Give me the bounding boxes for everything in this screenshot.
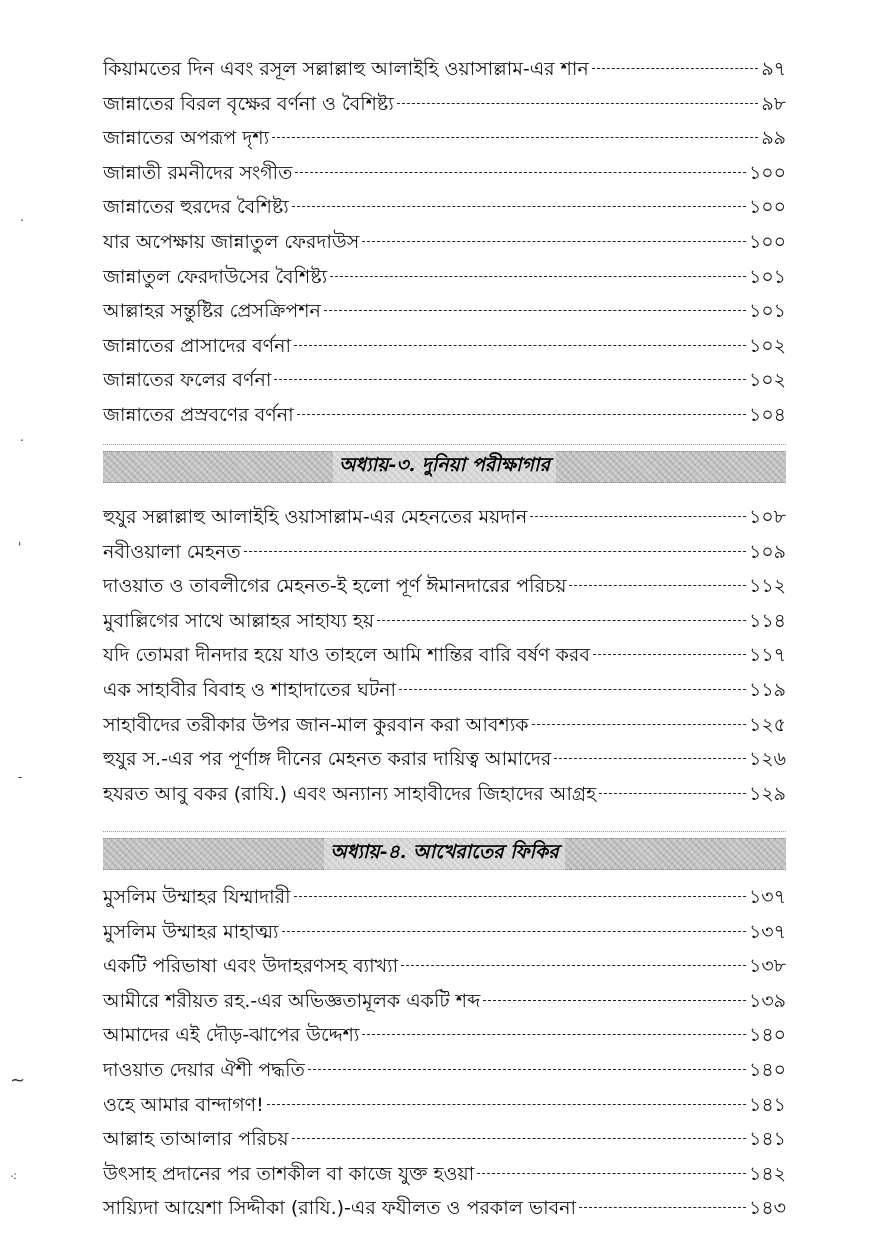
toc-page-number: ১৩৭ xyxy=(748,886,786,908)
toc-entry xyxy=(103,1122,786,1157)
toc-entry-title: হুযুর সল্লাল্লাহু আলাইহি ওয়াসাল্লাম-এর মেহনতের ময়দান xyxy=(103,506,528,528)
toc-dash-leader xyxy=(399,689,746,690)
toc-entry-title: জান্নাতের বিরল বৃক্ষের বর্ণনা ও বৈশিষ্ট্য xyxy=(103,92,394,115)
toc-entry xyxy=(103,673,786,708)
toc-entry xyxy=(103,604,786,639)
toc-dash-leader xyxy=(554,758,746,759)
toc-entry-title: উৎসাহ প্রদানের পর তাশকীল বা কাজে যুক্ত হওয়া xyxy=(103,1162,475,1185)
toc-dash-leader xyxy=(599,793,746,794)
toc-entry-title: জান্নাতের প্রস্রবণের বর্ণনা xyxy=(103,403,294,426)
toc-dash-leader xyxy=(592,68,759,69)
toc-dash-leader xyxy=(397,103,759,104)
toc-dash-leader xyxy=(292,1138,746,1139)
toc-section-1 xyxy=(103,52,786,433)
toc-entry xyxy=(103,1088,786,1123)
toc-entry-title: দাওয়াত দেয়ার ঐশী পদ্ধতি xyxy=(103,1058,305,1081)
toc-page-number: ১০০ xyxy=(748,161,786,184)
toc-dash-leader xyxy=(330,276,746,277)
toc-page-number: ১২৯ xyxy=(748,782,786,805)
toc-entry-title: আমাদের এই দৌড়-ঝাপের উদ্দেশ্য xyxy=(103,1024,360,1047)
scan-speck: . xyxy=(20,210,24,224)
toc-dash-leader xyxy=(294,896,746,897)
toc-entry xyxy=(103,984,786,1019)
toc-dash-leader xyxy=(477,1173,746,1174)
toc-dash-leader xyxy=(579,1207,746,1208)
toc-entry xyxy=(103,190,786,225)
toc-entry-title: যার অপেক্ষায় জান্নাতুল ফেরদাউস xyxy=(103,230,360,253)
toc-page-number: ১৩৮ xyxy=(748,955,786,978)
toc-dash-leader xyxy=(267,1104,746,1105)
toc-page-number: ৯৮ xyxy=(761,92,786,115)
toc-section-3 xyxy=(103,880,786,1226)
toc-entry-title: জান্নাতী রমনীদের সংগীত xyxy=(103,161,293,184)
toc-entry-title: হুযুর স.-এর পর পূর্ণাঙ্গ দীনের মেহনত করার দায়িত্ব আমাদের xyxy=(103,748,552,771)
toc-dash-leader xyxy=(282,931,746,932)
toc-entry xyxy=(103,156,786,191)
toc-entry-title: নবীওয়ালা মেহনত xyxy=(103,540,241,563)
toc-entry-title: ওহে আমার বান্দাগণ! xyxy=(103,1093,264,1116)
toc-entry xyxy=(103,1157,786,1192)
toc-section-2 xyxy=(103,500,786,811)
toc-entry-title: আল্লাহর সন্তুষ্টির প্রেসক্রিপশন xyxy=(103,300,321,323)
toc-entry-title: জান্নাতের অপরূপ দৃশ্য xyxy=(103,127,270,150)
toc-page-number: ১২৬ xyxy=(748,748,786,771)
toc-entry xyxy=(103,915,786,950)
toc-page-number: ১০০ xyxy=(748,230,786,253)
toc-dash-leader xyxy=(362,1034,746,1035)
toc-entry xyxy=(103,638,786,673)
chapter-title: অধ্যায়-৪. আখেরাতের ফিকির xyxy=(324,838,564,870)
toc-dash-leader xyxy=(532,724,746,725)
toc-entry xyxy=(103,260,786,295)
toc-entry-title: হযরত আবু বকর (রাযি.) এবং অন্যান্য সাহাবীদের জিহাদের আগ্রহ xyxy=(103,782,597,805)
toc-page-number: ১০২ xyxy=(748,334,786,357)
toc-page-number: ১৪২ xyxy=(748,1162,786,1185)
toc-entry xyxy=(103,329,786,364)
toc-entry xyxy=(103,500,786,535)
toc-entry-title: জান্নাতের ফলের বর্ণনা xyxy=(103,369,272,392)
toc-page-number: ১০২ xyxy=(748,369,786,392)
toc-page-number: ৯৭ xyxy=(761,58,786,80)
toc-dash-leader xyxy=(274,379,746,380)
toc-dash-leader xyxy=(295,172,746,173)
toc-page-number: ১১২ xyxy=(748,575,786,598)
toc-page-number: ১৪৩ xyxy=(748,1197,786,1220)
toc-entry-title: একটি পরিভাষা এবং উদাহরণসহ ব্যাখ্যা xyxy=(103,955,399,978)
toc-page-number: ১০৯ xyxy=(748,540,786,563)
toc-page-number: ১৪১ xyxy=(749,1093,786,1116)
toc-entry xyxy=(103,225,786,260)
toc-entry xyxy=(103,52,786,87)
toc-dash-leader xyxy=(593,654,746,655)
toc-page-number: ১১৪ xyxy=(749,609,786,632)
toc-entry-title: মুসলিম উম্মাহর মাহাত্ম্য xyxy=(103,920,279,943)
toc-entry xyxy=(103,569,786,604)
scan-speck: ~ xyxy=(10,1070,26,1091)
toc-entry-title: জান্নাতের হুরদের বৈশিষ্ট্য xyxy=(103,196,289,219)
scan-speck: - xyxy=(18,770,23,784)
scan-speck: ' xyxy=(18,540,22,554)
toc-entry xyxy=(103,121,786,156)
toc-page-number: ১২৫ xyxy=(748,713,786,736)
toc-entry xyxy=(103,742,786,777)
toc-entry xyxy=(103,363,786,398)
toc-entry-title: আমীরে শরীয়ত রহ.-এর অভিজ্ঞতামূলক একটি শব্দ xyxy=(103,989,481,1012)
toc-dash-leader xyxy=(272,137,758,138)
toc-page-number: ৯৯ xyxy=(761,127,786,150)
toc-dash-leader xyxy=(297,414,746,415)
toc-entry xyxy=(103,398,786,433)
toc-dash-leader xyxy=(308,1069,746,1070)
toc-entry xyxy=(103,1191,786,1226)
toc-dash-leader xyxy=(569,585,746,586)
toc-entry xyxy=(103,535,786,570)
toc-entry-title: দাওয়াত ও তাবলীগের মেহনত-ই হলো পূর্ণ ঈমানদারের পরিচয় xyxy=(103,575,567,598)
toc-dash-leader xyxy=(324,310,746,311)
toc-entry-title: মুসলিম উম্মাহর যিম্মাদারী xyxy=(103,886,291,908)
toc-page-number: ১৪০ xyxy=(748,1058,786,1081)
toc-entry-title: সায়্যিদা আয়েশা সিদ্দীকা (রাযি.)-এর ফযীলত ও পরকাল ভাবনা xyxy=(103,1197,577,1220)
toc-page-number: ১৪০ xyxy=(748,1024,786,1047)
scan-speck: ⁖ xyxy=(10,1170,18,1184)
chapter-banner-4 xyxy=(103,838,786,870)
toc-entry xyxy=(103,949,786,984)
toc-entry-title: জান্নাতের প্রাসাদের বর্ণনা xyxy=(103,334,292,357)
toc-entry-title: কিয়ামতের দিন এবং রসূল সল্লাল্লাহু আলাইহি ওয়াসাল্লাম-এর শান xyxy=(103,58,589,80)
scan-speck: . xyxy=(20,430,24,444)
toc-entry xyxy=(103,87,786,122)
toc-dash-leader xyxy=(244,551,746,552)
toc-entry-title: এক সাহাবীর বিবাহ ও শাহাদাতের ঘটনা xyxy=(103,678,397,701)
toc-entry xyxy=(103,880,786,915)
toc-entry xyxy=(103,708,786,743)
toc-entry xyxy=(103,777,786,812)
toc-dash-leader xyxy=(294,345,746,346)
toc-dash-leader xyxy=(292,206,746,207)
toc-entry-title: জান্নাতুল ফেরদাউসের বৈশিষ্ট্য xyxy=(103,265,328,288)
toc-page-number: ১৩৭ xyxy=(748,920,786,943)
toc-dash-leader xyxy=(362,241,746,242)
toc-entry xyxy=(103,1053,786,1088)
toc-dash-leader xyxy=(377,620,746,621)
toc-entry-title: সাহাবীদের তরীকার উপর জান-মাল কুরবান করা আবশ্যক xyxy=(103,713,529,736)
toc-dash-leader xyxy=(483,1000,746,1001)
toc-page-number: ১৩৯ xyxy=(748,989,786,1012)
toc-page-number: ১০১ xyxy=(748,265,786,288)
toc-page-number: ১০০ xyxy=(748,196,786,219)
toc-page-number: ১৪১ xyxy=(749,1128,786,1151)
toc-page-number: ১১৯ xyxy=(749,678,786,701)
toc-page-number: ১১৭ xyxy=(748,644,786,667)
toc-entry xyxy=(103,294,786,329)
chapter-title: অধ্যায়-৩. দুনিয়া পরীক্ষাগার xyxy=(333,451,556,483)
toc-dash-leader xyxy=(401,965,746,966)
toc-entry-title: যদি তোমরা দীনদার হয়ে যাও তাহলে আমি শান্তির বারি বর্ষণ করব xyxy=(103,644,590,667)
toc-dash-leader xyxy=(530,516,746,517)
toc-page-number: ১০১ xyxy=(748,300,786,323)
toc-entry-title: মুবাল্লিগের সাথে আল্লাহর সাহায্য হয় xyxy=(103,609,375,632)
toc-page-number: ১০৮ xyxy=(748,506,786,528)
toc-page-number: ১০৪ xyxy=(748,403,786,426)
toc-entry xyxy=(103,1018,786,1053)
toc-entry-title: আল্লাহ তাআলার পরিচয় xyxy=(103,1128,289,1151)
chapter-banner-3 xyxy=(103,451,786,483)
